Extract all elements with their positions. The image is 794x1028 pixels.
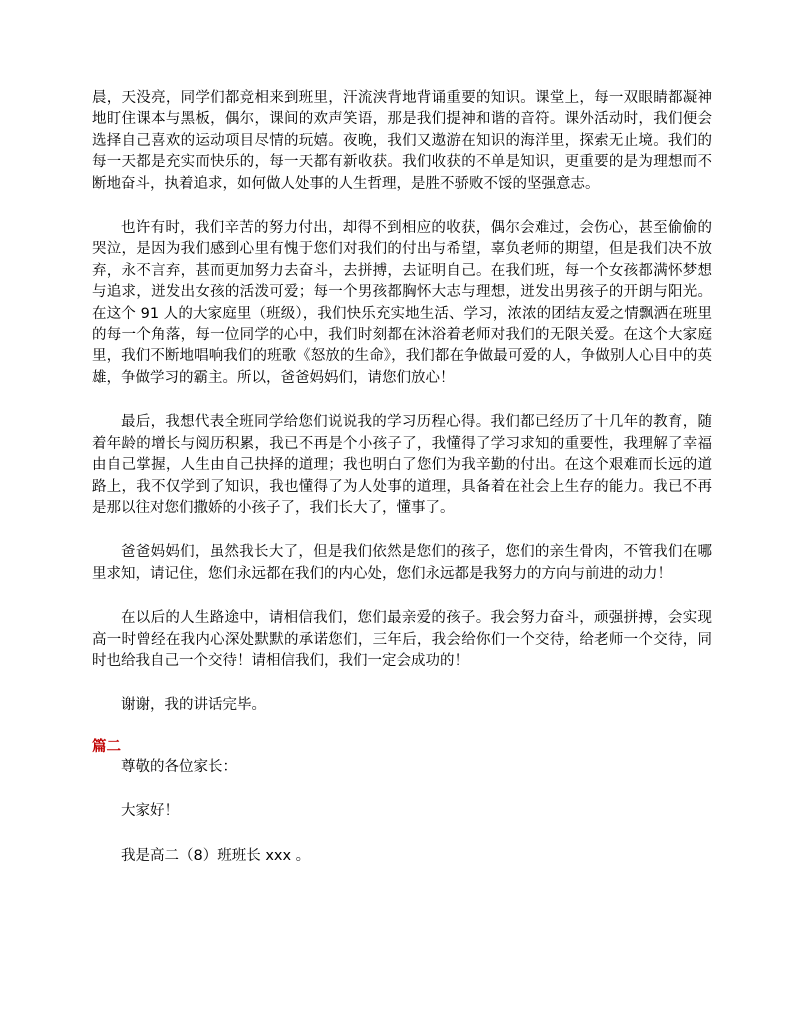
document-page xyxy=(92,88,712,890)
paragraph-3: 最后，我想代表全班同学给您们说说我的学习历程心得。我们都已经历了十几年的教育，随着年龄的增长与阅历积累，我已不再是个小孩子了，我懂得了学习求知的重要性，我理解了幸福由自己掌握，人生由自己抉择的道理；我也明白了您们为我辛勤的付出。在这个艰难而长远的道路上，我不仅学到了知识，我也懂得了为人处事的道理，具备着在社会上生存的能力。我已不再是那以往对您们撒娇的小孩子了，我们长大了，懂事了。 xyxy=(92,414,712,516)
section-title: 篇二 xyxy=(92,738,121,755)
paragraph-4: 爸爸妈妈们，虽然我长大了，但是我们依然是您们的孩子，您们的亲生骨肉，不管我们在哪里求知，请记住，您们永远都在我们的内心处，您们永远都是我努力的方向与前进的动力！ xyxy=(92,544,712,582)
paragraph-1: 晨，天没亮，同学们都竞相来到班里，汗流浃背地背诵重要的知识。课堂上，每一双眼睛都凝神地盯住课本与黑板，偶尔，课间的欢声笑语，那是我们提神和谐的音符。课外活动时，我们便会选择自己喜欢的运动项目尽情的玩嬉。夜晚，我们又遨游在知识的海洋里，探索无止境。我们的每一天都是充实而快乐的，每一天都有新收获。我们收获的不单是知识，更重要的是为理想而不断地奋斗，执着追求，如何做人处事的人生哲理，是胜不骄败不馁的坚强意志。 xyxy=(92,90,712,192)
salutation: 尊敬的各位家长： xyxy=(121,758,237,775)
self-introduction: 我是高二（8）班班长 xxx 。 xyxy=(121,847,311,864)
greeting: 大家好！ xyxy=(121,803,179,820)
paragraph-2: 也许有时，我们辛苦的努力付出，却得不到相应的收获，偶尔会难过，会伤心，甚至偷偷的哭泣，是因为我们感到心里有愧于您们对我们的付出与希望，辜负老师的期望，但是我们决不放弃，永不言弃，甚而更加努力去奋斗，去拼搏，去证明自己。在我们班，每一个女孩都满怀梦想与追求，迸发出女孩的活泼可爱；每一个男孩都胸怀大志与理想，迸发出男孩子的开朗与阳光。在这个 91 人的大家庭里（班级），我们快乐充实地生活、学习，浓浓的团结友爱之情飘洒在班里的每一个角落，每一位同学的心中，我们时刻都在沐浴着老师对我们的无限关爱。在这个大家庭里，我们不断地唱响我们的班歌《怒放的生命》，我们都在争做最可爱的人，争做别人心目中的英雄，争做学习的霸主。所以，爸爸妈妈们，请您们放心！ xyxy=(92,220,712,386)
paragraph-6: 谢谢，我的讲话完毕。 xyxy=(121,697,266,714)
paragraph-5: 在以后的人生路途中，请相信我们，您们最亲爱的孩子。我会努力奋斗，顽强拼搏，会实现高一时曾经在我内心深处默默的承诺您们，三年后，我会给你们一个交待，给老师一个交待，同时也给我自己一个交待！请相信我们，我们一定会成功的！ xyxy=(92,610,712,669)
